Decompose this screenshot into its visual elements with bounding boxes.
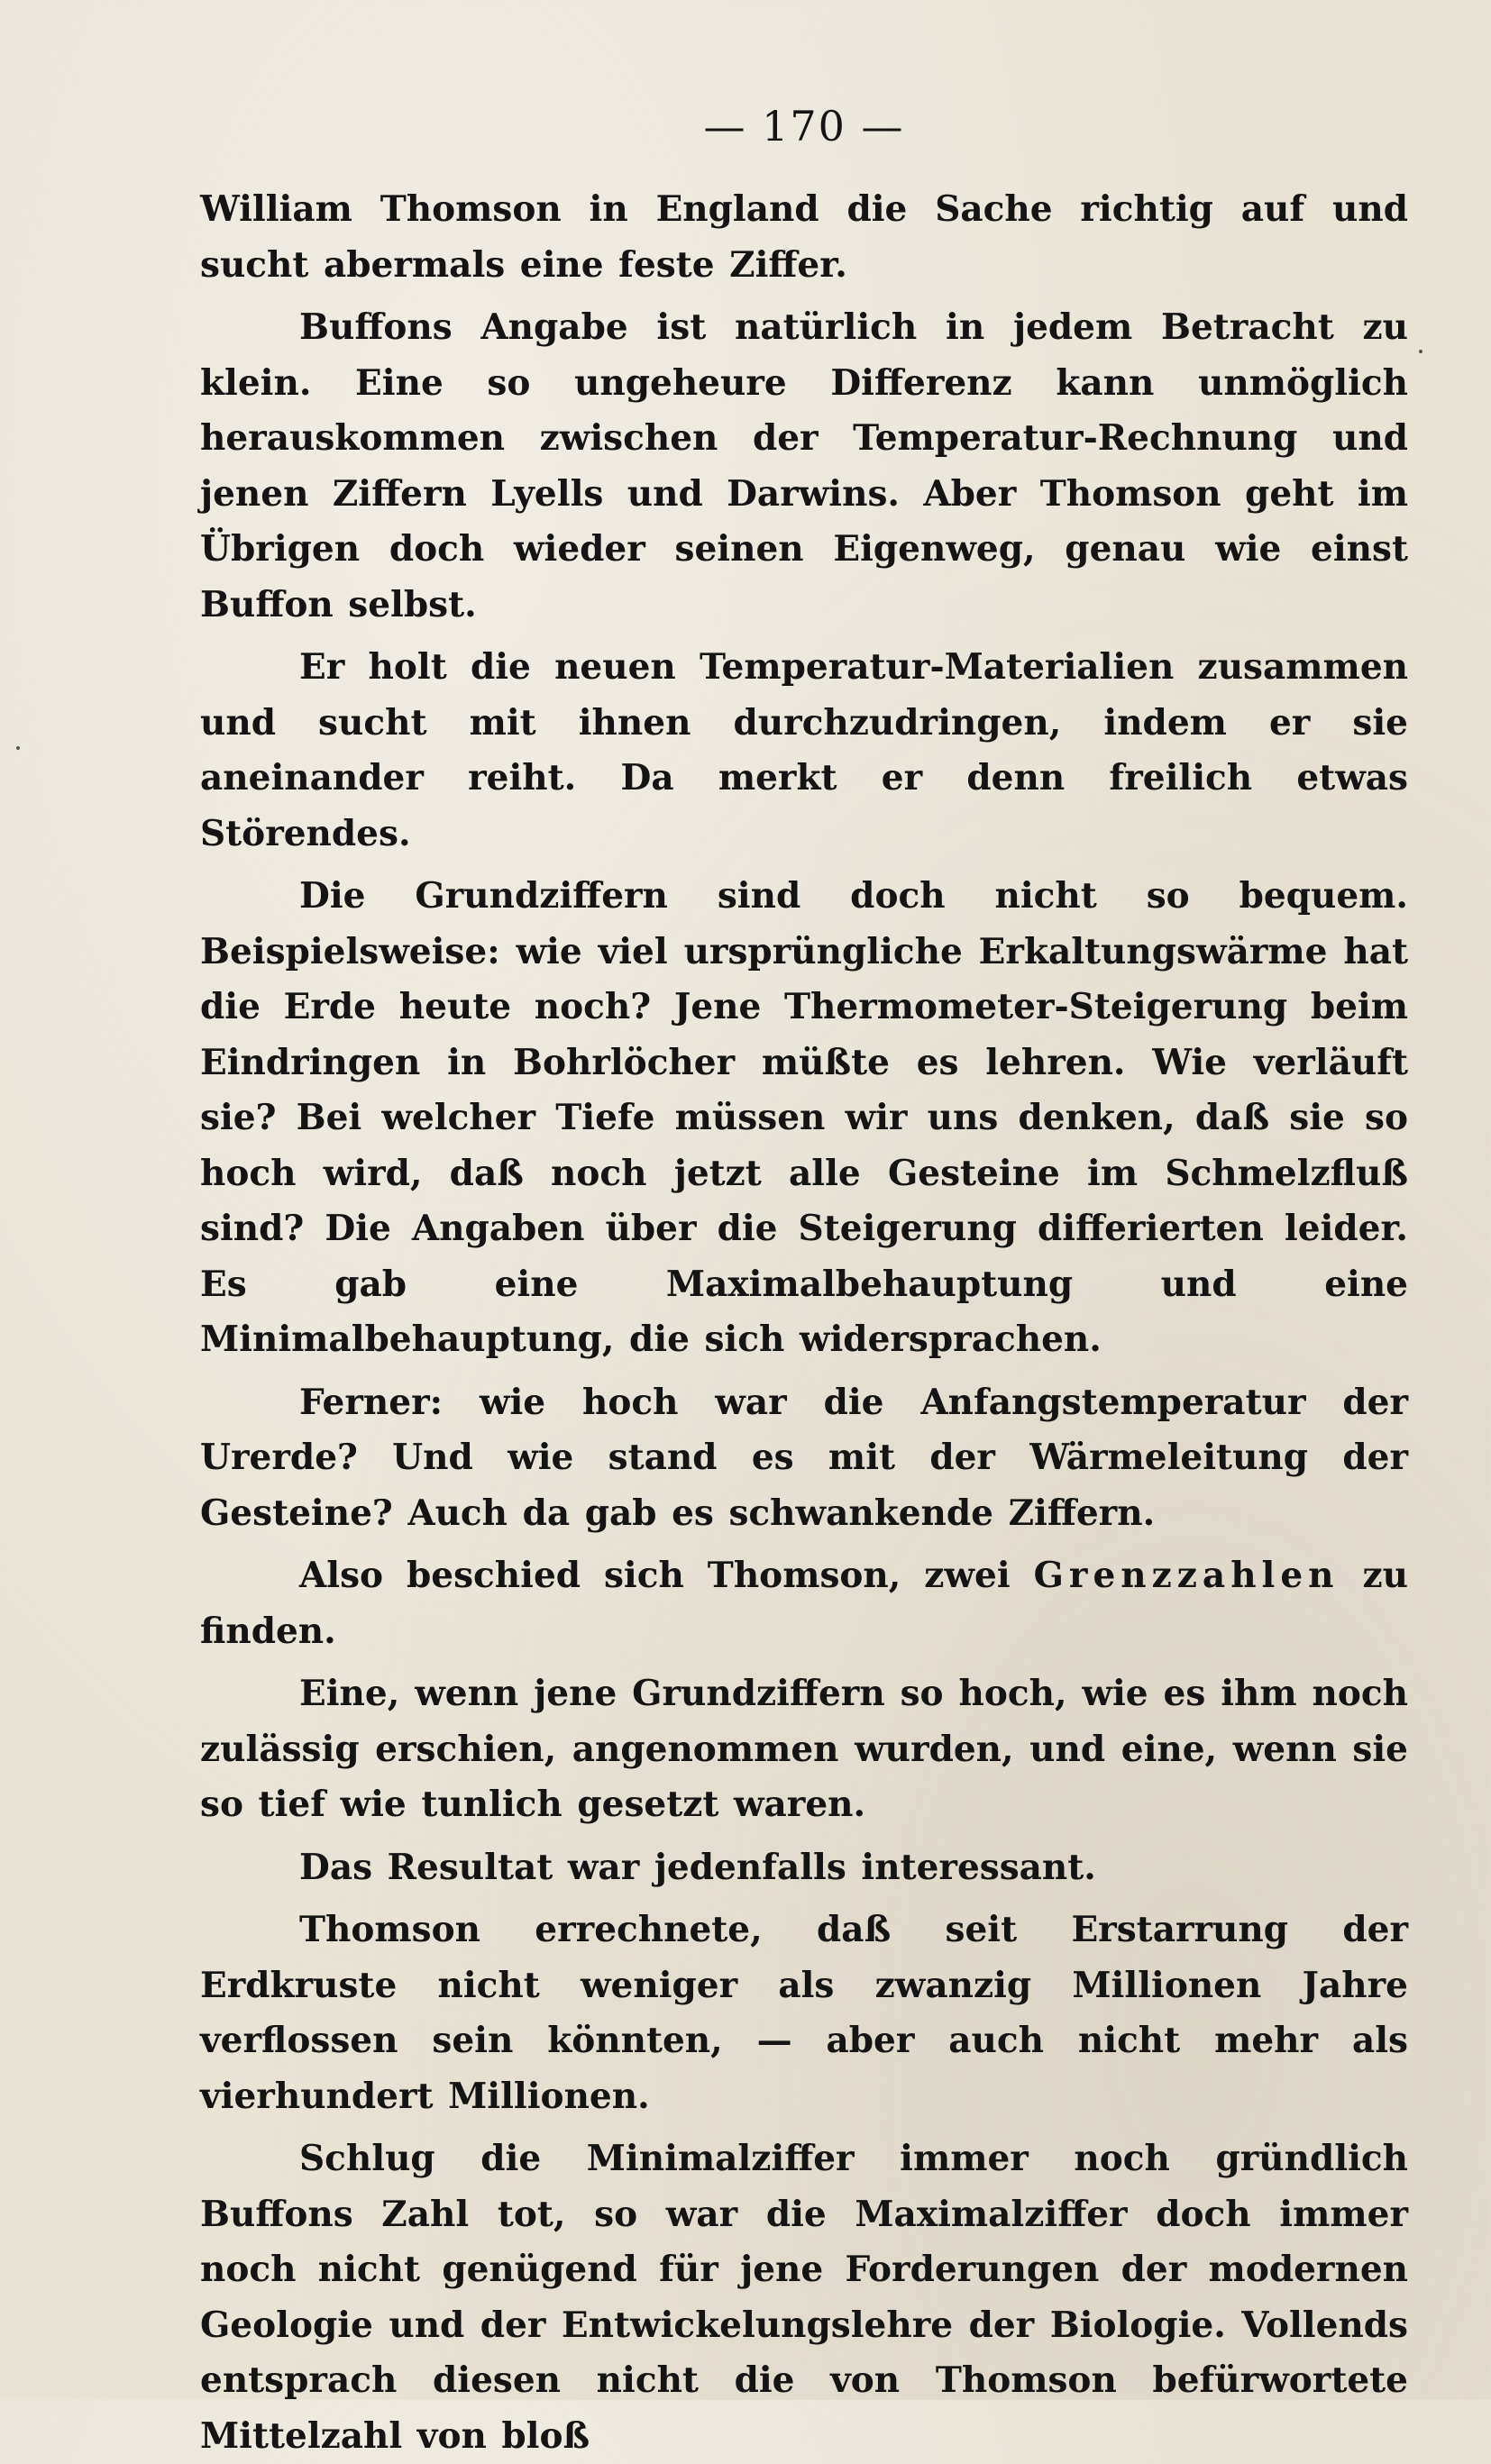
paragraph: Thomson errechnete, daß seit Erstarrung der Erdkruste nicht weniger als zwanzig Millionen Jahre verflossen sein könnten, — aber auch nicht mehr als vierhundert Millionen. [200,1909,1408,2117]
page-number: — 170 — [703,102,905,151]
paragraph: Schlug die Minimalziffer immer noch gründlich Buffons Zahl tot, so war die Maximalziffer doch immer noch nicht genügend für jene Forderungen der modernen Geologie und der Entwickelungslehre der Biologie. Vollends entsprach diesen nicht die von Thomson befürwortete Mittelzahl von bloß [200,2138,1408,2457]
page-speck [16,746,20,750]
paragraph-text: Also beschied sich Thomson, zwei [299,1555,1034,1596]
paragraph: Die Grundziffern sind doch nicht so bequem. Beispielsweise: wie viel ursprüngliche Erkaltungswärme hat die Erde heute noch? Jene Thermometer-Steigerung beim Eindringen in Bohrlöcher müßte es lehren. Wie verläuft sie? Bei welcher Tiefe müssen wir uns denken, daß sie so hoch wird, daß noch jetzt alle Gesteine im Schmelzfluß sind? Die Angaben über die Steigerung differierten leider. Es gab eine Maximalbehauptung und eine Minimalbehauptung, die sich widersprachen. [200,875,1408,1360]
page-speck [1419,350,1422,353]
paragraph-text: zu finden. [200,1555,1408,1652]
paragraph: William Thomson in England die Sache richtig auf und sucht abermals eine feste Ziffer. [200,188,1408,286]
paragraph: Buffons Angabe ist natürlich in jedem Betracht zu klein. Eine so ungeheure Differenz kann unmöglich herauskommen zwischen der Temperatur-Rechnung und jenen Ziffern Lyells und Darwins. Aber Thomson geht im Übrigen doch wieder seinen Eigenweg, genau wie einst Buffon selbst. [200,306,1408,625]
paragraph [200,1548,1408,1659]
paragraph: Er holt die neuen Temperatur-Materialien zusammen und sucht mit ihnen durchzudringen, indem er sie aneinander reiht. Da merkt er denn freilich etwas Störendes. [200,646,1408,854]
emphasized-term: Grenzzahlen [1033,1555,1340,1596]
paragraph: Das Resultat war jedenfalls interessant. [299,1846,1096,1888]
paragraph: Eine, wenn jene Grundziffern so hoch, wie es ihm noch zulässig erschien, angenommen wurden, und eine, wenn sie so tief wie tunlich gesetzt waren. [200,1673,1408,1825]
book-page [200,90,1408,2457]
paragraph: Ferner: wie hoch war die Anfangstemperatur der Urerde? Und wie stand es mit der Wärmeleitung der Gesteine? Auch da gab es schwankende Ziffern. [200,1381,1408,1534]
